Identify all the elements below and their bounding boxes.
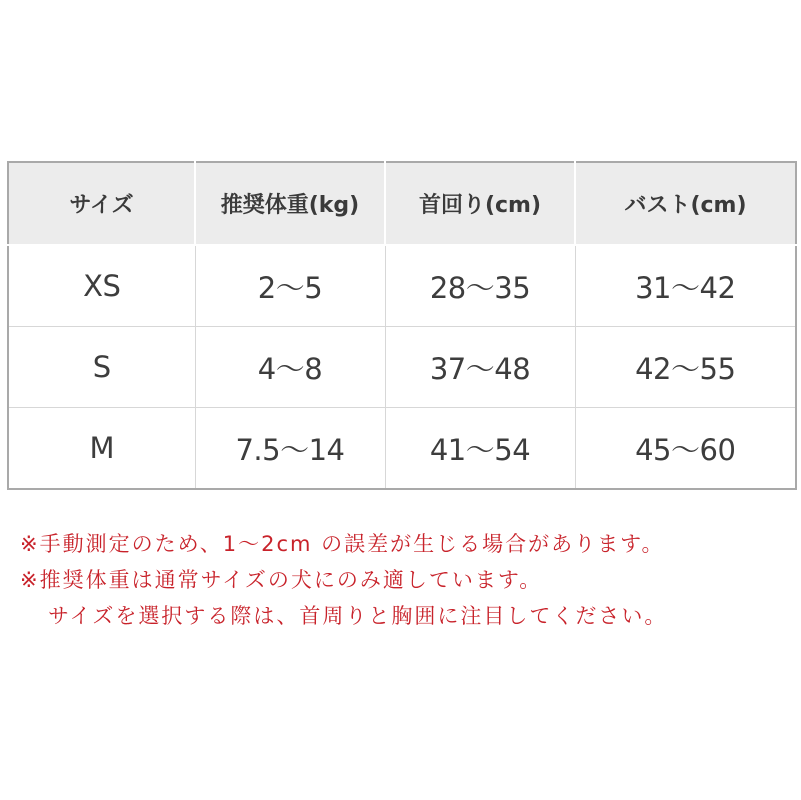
cell-weight: 4〜8 bbox=[195, 327, 385, 408]
note-recommended-weight: ※推奨体重は通常サイズの犬にのみ適しています。 bbox=[20, 568, 543, 592]
cell-neck: 41〜54 bbox=[385, 408, 575, 490]
cell-bust: 45〜60 bbox=[575, 408, 796, 490]
header-size: サイズ bbox=[8, 162, 195, 245]
note-size-selection: サイズを選択する際は、首周りと胸囲に注目してください。 bbox=[48, 604, 668, 628]
cell-size: XS bbox=[8, 245, 195, 327]
note-measurement-error: ※手動測定のため、1〜2cm の誤差が生じる場合があります。 bbox=[20, 532, 665, 556]
header-weight: 推奨体重(kg) bbox=[195, 162, 385, 245]
header-bust: バスト(cm) bbox=[575, 162, 796, 245]
cell-neck: 37〜48 bbox=[385, 327, 575, 408]
cell-bust: 31〜42 bbox=[575, 245, 796, 327]
size-chart-table bbox=[7, 161, 797, 490]
notes-list bbox=[20, 526, 667, 634]
header-neck: 首回り(cm) bbox=[385, 162, 575, 245]
cell-neck: 28〜35 bbox=[385, 245, 575, 327]
table-row bbox=[8, 327, 796, 408]
cell-size: M bbox=[8, 408, 195, 490]
table-row bbox=[8, 408, 796, 490]
table-row bbox=[8, 245, 796, 327]
cell-weight: 7.5〜14 bbox=[195, 408, 385, 490]
table-header-row bbox=[8, 162, 796, 245]
cell-bust: 42〜55 bbox=[575, 327, 796, 408]
cell-size: S bbox=[8, 327, 195, 408]
cell-weight: 2〜5 bbox=[195, 245, 385, 327]
